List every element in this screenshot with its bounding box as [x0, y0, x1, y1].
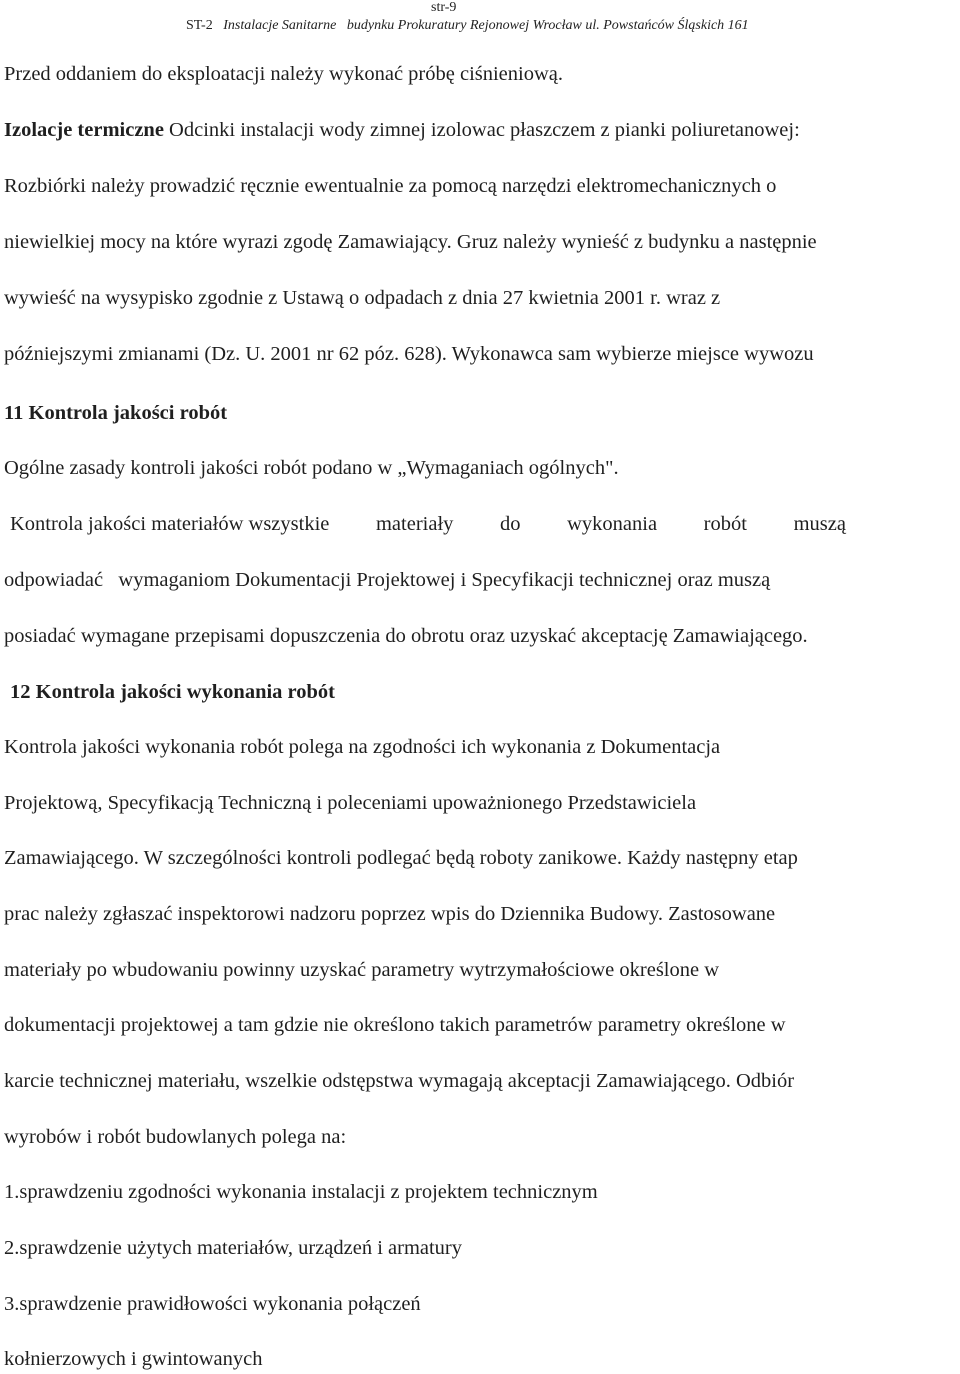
paragraph-line: Rozbiórki należy prowadzić ręcznie ewentualnie za pomocą narzędzi elektromechanicznych o [4, 175, 777, 197]
page-header [0, 0, 960, 44]
paragraph-line: Ogólne zasady kontroli jakości robót podano w „Wymaganiach ogólnych". [4, 457, 619, 479]
word-group: robót [703, 513, 747, 535]
word-group: materiały [375, 513, 454, 535]
paragraph-line: wywieść na wysypisko zgodnie z Ustawą o odpadach z dnia 27 kwietnia 2001 r. wraz z [4, 287, 721, 309]
paragraph-line: wyrobów i robót budowlanych polega na: [4, 1126, 347, 1148]
section-heading-11: 11 Kontrola jakości robót [4, 402, 228, 424]
paragraph-line: dokumentacji projektowej a tam gdzie nie określono takich parametrów parametry określone w [4, 1014, 786, 1036]
word-group: wykonania [567, 513, 658, 535]
paragraph-line: Projektową, Specyfikacją Techniczną i poleceniami upoważnionego Przedstawiciela [4, 792, 697, 814]
paragraph-line: niewielkiej mocy na które wyrazi zgodę Zamawiający. Gruz należy wynieść z budynku a następnie [4, 231, 817, 253]
paragraph-line: materiały po wbudowaniu powinny uzyskać parametry wytrzymałościowe określone w [4, 959, 720, 981]
document-header-title [186, 16, 749, 36]
paragraph-line: Kontrola jakości wykonania robót polega na zgodności ich wykonania z Dokumentacja [4, 736, 721, 758]
section-heading-12: 12 Kontrola jakości wykonania robót [10, 681, 336, 703]
paragraph-line [4, 118, 800, 142]
document-code: ST-2 [186, 18, 213, 33]
inline-heading: Izolacje termiczne [4, 119, 164, 141]
paragraph-line-justified [10, 512, 846, 536]
word-group: do [500, 513, 521, 535]
paragraph-line: odpowiadać wymaganiom Dokumentacji Projektowej i Specyfikacji technicznej oraz muszą [4, 569, 771, 591]
paragraph-line: posiadać wymagane przepisami dopuszczenia do obrotu oraz uzyskać akceptację Zamawiającego. [4, 625, 808, 647]
paragraph-line: karcie technicznej materiału, wszelkie odstępstwa wymagają akceptacji Zamawiającego. Odbiór [4, 1070, 795, 1092]
document-location: budynku Prokuratury Rejonowej Wrocław ul. Powstańców Śląskich 161 [346, 18, 749, 33]
paragraph-line: Zamawiającego. W szczególności kontroli podlegać będą roboty zanikowe. Każdy następny etap [4, 847, 798, 869]
paragraph-line: Przed oddaniem do eksploatacji należy wykonać próbę ciśnieniową. [4, 63, 564, 85]
word-group: muszą [793, 513, 846, 535]
page-number: str-9 [431, 0, 457, 15]
list-item: 1.sprawdzeniu zgodności wykonania instalacji z projektem technicznym [4, 1181, 598, 1203]
paragraph-line: późniejszymi zmianami (Dz. U. 2001 nr 62 póz. 628). Wykonawca sam wybierze miejsce wywozu [4, 343, 814, 365]
list-item-continuation: kołnierzowych i gwintowanych [4, 1348, 263, 1370]
list-item: 3.sprawdzenie prawidłowości wykonania połączeń [4, 1293, 421, 1315]
paragraph-line: prac należy zgłaszać inspektorowi nadzoru poprzez wpis do Dziennika Budowy. Zastosowane [4, 903, 776, 925]
word-group: Kontrola jakości materiałów wszystkie [10, 513, 330, 535]
paragraph-text: Odcinki instalacji wody zimnej izolowac płaszczem z pianki poliuretanowej: [163, 119, 800, 141]
list-item: 2.sprawdzenie użytych materiałów, urządzeń i armatury [4, 1237, 463, 1259]
document-subject: Instalacje Sanitarne [223, 18, 337, 33]
